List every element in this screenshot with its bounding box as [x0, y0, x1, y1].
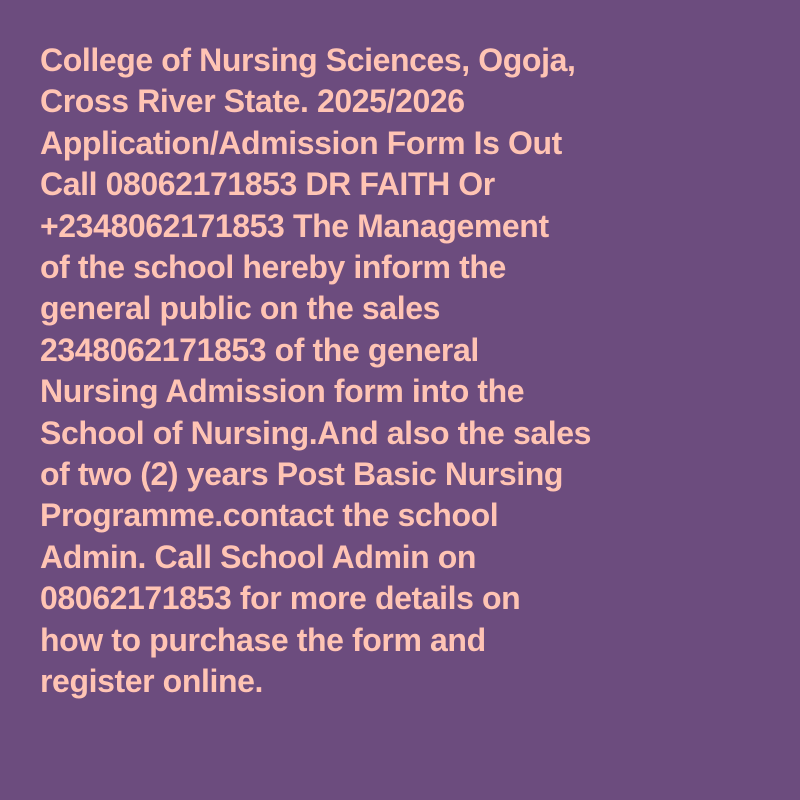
text-line-1: College of Nursing Sciences, Ogoja,	[40, 42, 576, 78]
text-line-7: general public on the sales	[40, 290, 440, 327]
text-line-5: +2348062171853 The Management	[40, 207, 549, 244]
text-line-10: School of Nursing.And also the sales	[40, 414, 592, 451]
text-line-2: Cross River State. 2025/2026	[40, 83, 465, 120]
text-line-3: Application/Admission Form Is Out	[40, 124, 562, 161]
text-line-14: 08062171853 for more details on	[40, 580, 521, 617]
text-line-9: Nursing Admission form into the	[40, 373, 525, 410]
announcement-text	[40, 40, 790, 703]
text-line-13: Admin. Call School Admin on	[40, 538, 477, 575]
text-line-16: register online.	[40, 663, 263, 700]
text-line-4: Call 08062171853 DR FAITH Or	[40, 166, 495, 203]
text-line-15: how to purchase the form and	[40, 621, 486, 658]
text-line-8: 2348062171853 of the general	[40, 331, 479, 368]
text-line-6: of the school hereby inform the	[40, 249, 506, 286]
text-line-12: Programme.contact the school	[40, 497, 499, 534]
text-line-11: of two (2) years Post Basic Nursing	[40, 456, 564, 493]
